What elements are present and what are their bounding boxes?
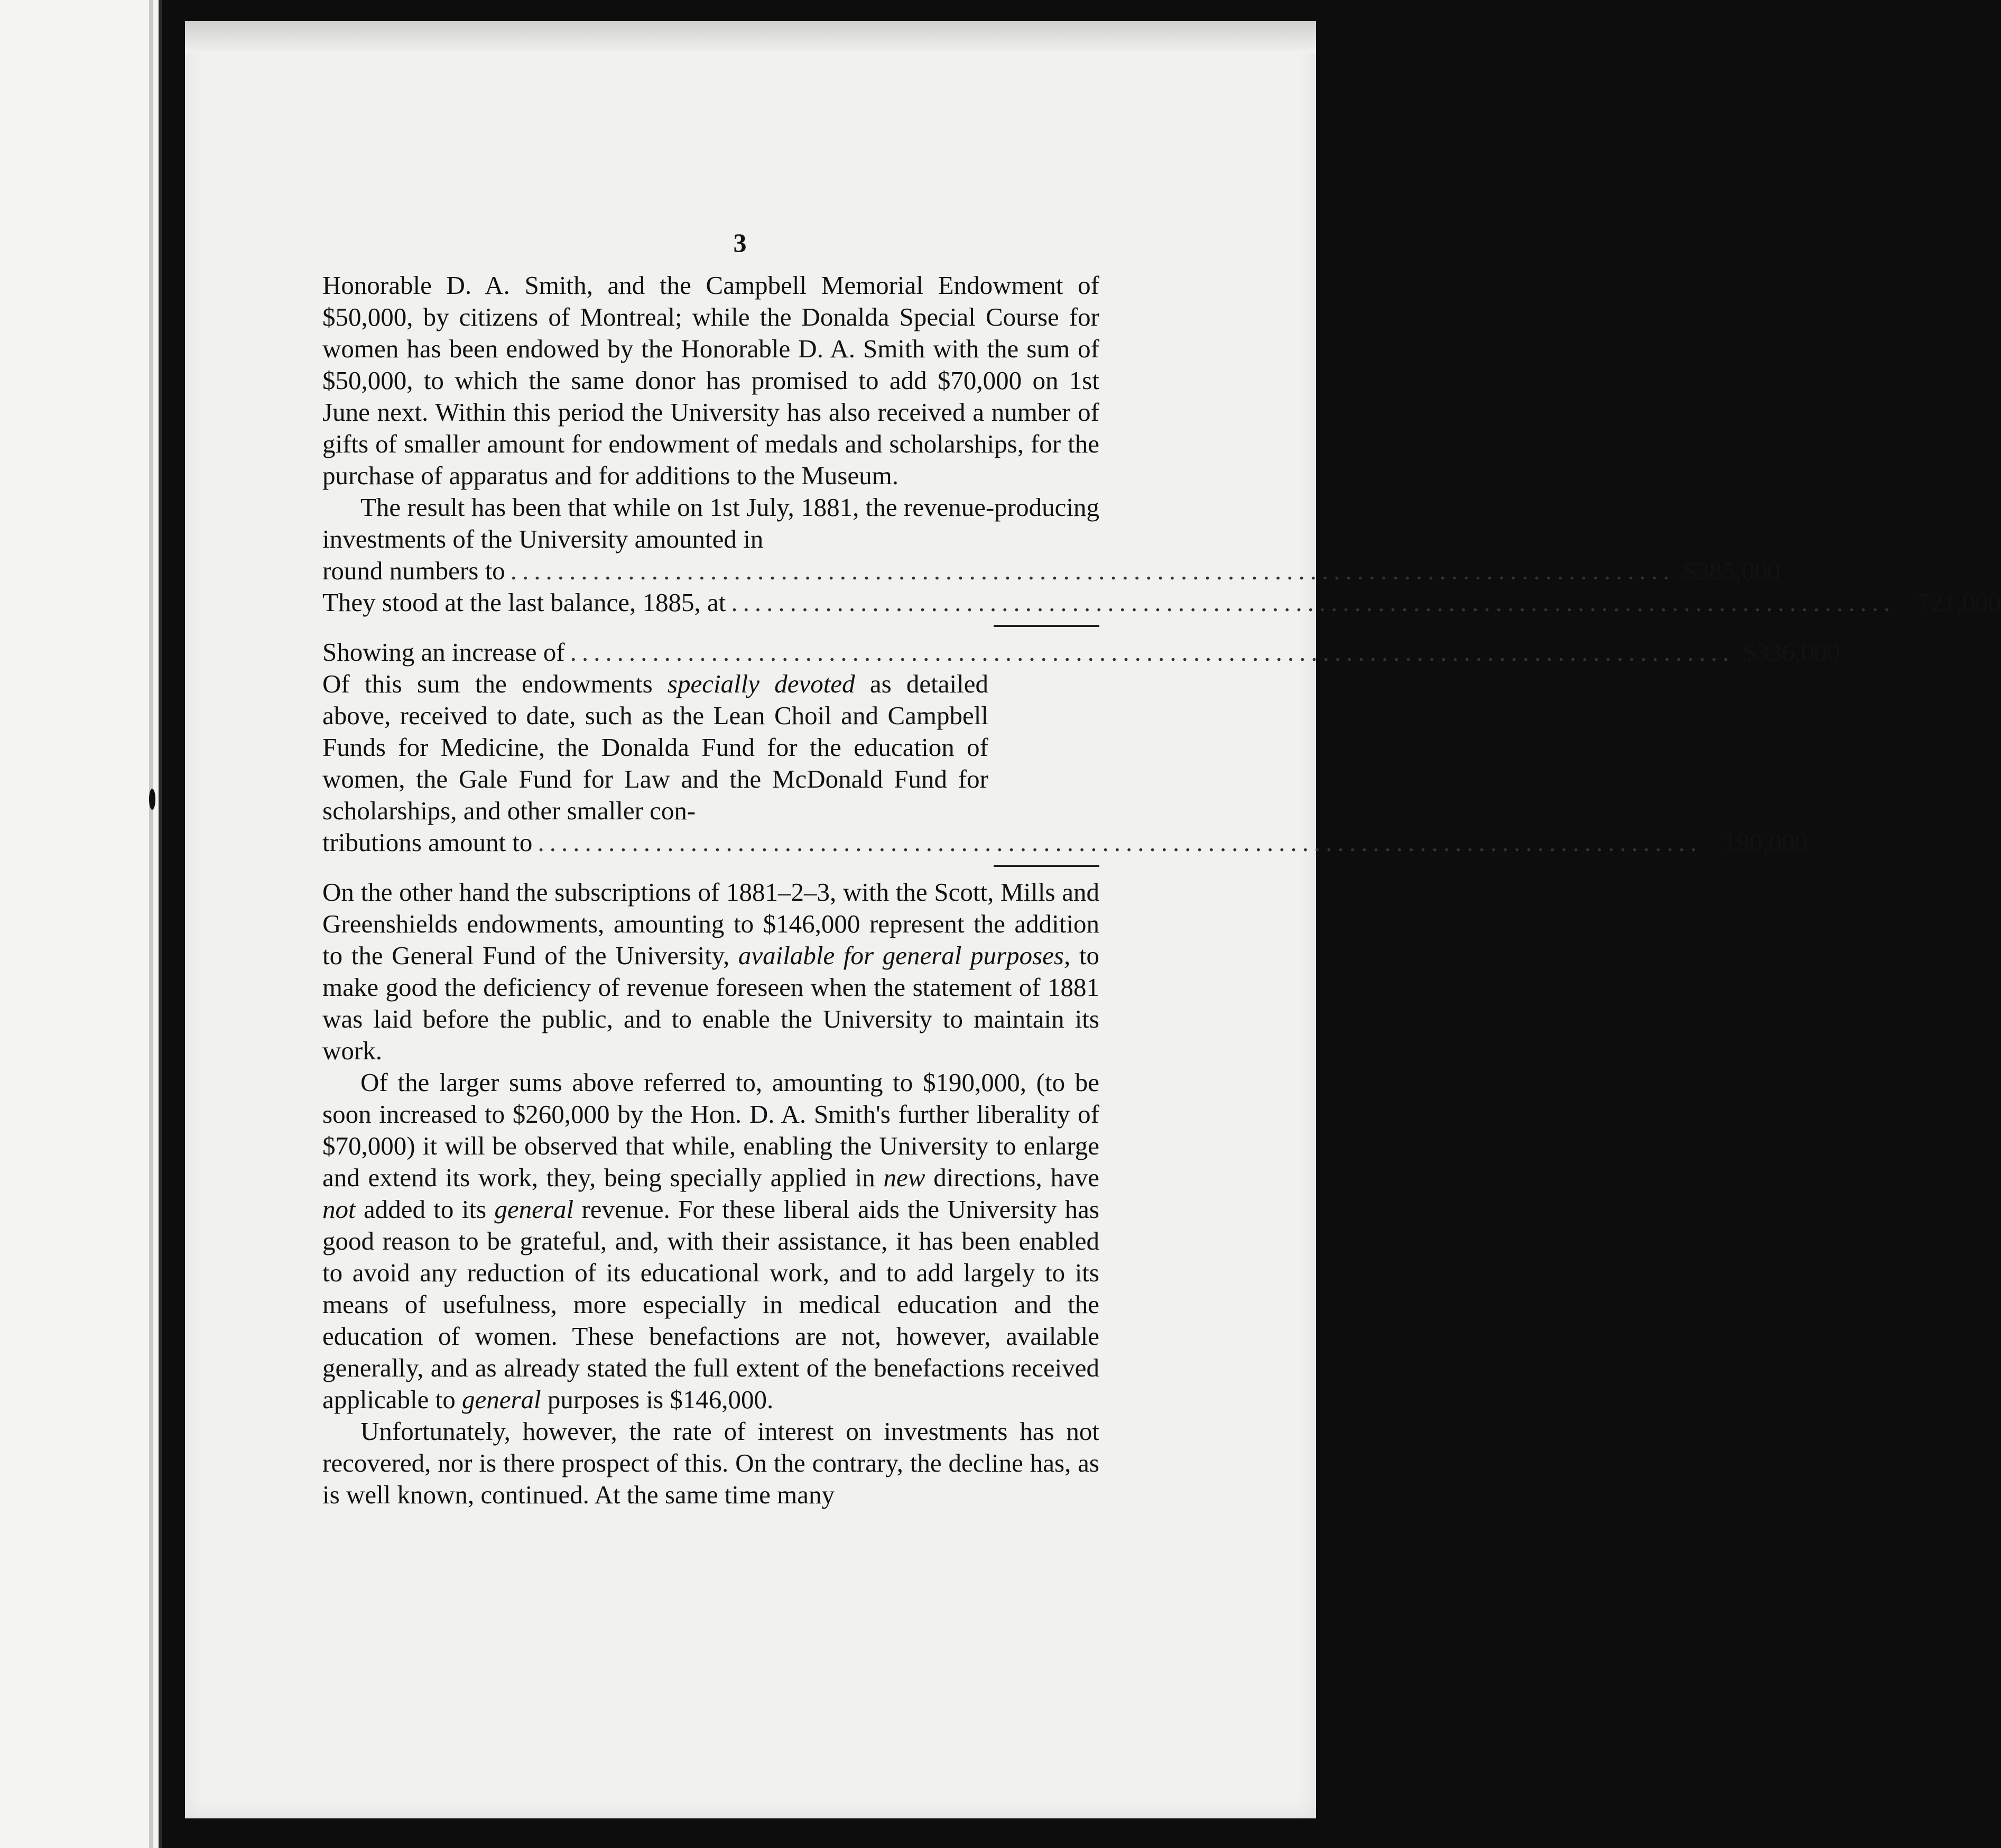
dot-leader: ................................................................................................... [570,637,1735,667]
ledger-label: round numbers to [322,556,505,585]
ledger-amount: $385,000 [1683,556,1781,585]
paragraph-interest: Unfortunately, however, the rate of interest on investments has not recovered, nor is there prospect of this. On the contrary, the decline has, as is well known, continued. At the same time many [322,1417,1099,1509]
paragraph-subscriptions [322,876,1099,1067]
sum-rule-row [322,618,1099,636]
ledger-row-1885 [322,587,2001,618]
text-run: to make good the deficiency of revenue foreseen when the statement of 1881 was laid before the public, and to enable the University to maintain its work. [322,941,1100,1065]
ledger-amount: $336,000 [1743,637,1840,667]
ledger-label: Showing an increase of [322,637,565,667]
ledger-label: They stood at the last balance, 1885, at [322,588,726,617]
ledger-amount: 190,000 [1723,828,1808,857]
italic-run: specially devoted [667,669,855,698]
ledger-row-contributions [322,827,1808,858]
ledger-row-increase [322,636,1840,668]
italic-run: general [494,1195,574,1224]
text-run: Of this sum the endowments [322,669,653,698]
italic-run: new [883,1163,925,1192]
body-text [322,270,2001,1511]
paragraph-result-intro: The result has been that while on 1st July, 1881, the revenue-producing investments of the University amounted in [322,493,1099,553]
page-fold [149,0,153,1848]
italic-run: not [322,1195,356,1224]
ledger-row-1881 [322,555,1781,587]
paragraph-larger-sums [322,1067,1099,1416]
text-run: added to its [363,1195,487,1224]
ledger-amount: 721,000 [1916,588,2001,617]
sum-rule [994,865,1099,867]
ledger-label: tributions amount to [322,828,533,857]
text-run: purposes is $146,000. [547,1385,774,1414]
scanned-page [185,21,2001,1818]
page-number: 3 [733,228,747,257]
paragraph-endowments: Honorable D. A. Smith, and the Campbell Memorial Endowment of $50,000, by citizens of Montreal; while the Donalda Special Course for women has been endowed by the Honorable D. A. Smith with the sum of $50,000, to which the same donor has promised to add $70,000 on 1st June next. Within this period the University has also received a number of gifts of smaller amount for endowment of medals and scholarships, for the purchase of apparatus and for additions to the Museum. [322,271,1099,490]
dot-leader: ................................................................................................... [731,588,1896,617]
italic-run: general [461,1385,541,1414]
text-run: Of the larger sums above referred to, amounting to $190,000, (to be soon increased to $260,000 by the Hon. D. A. Smith's further liberality of $70,000) it will be observed that while, enabling the University to enlarge and extend its work, they, being specially applied in [322,1068,1099,1192]
facing-page-edge [0,0,162,1848]
text-run: On the other hand the subscriptions of 1881–2–3, with the Scott, Mills and Greenshields endowments, amounting to $146,000 represent the addition to the General Fund of the University, [322,877,1099,970]
text-run: as detailed above, received to date, such as the Lean Choil and Campbell Funds for Medicine, the Donalda Fund for the education of women, the Gale Fund for Law and the McDonald Fund for scholarships, and other smaller con- [322,669,989,825]
italic-run: available for general purposes, [738,941,1071,970]
sum-rule-row [322,858,1099,876]
dot-leader: ................................................................................................... [510,556,1675,585]
text-run: directions, have [933,1163,1099,1192]
text-run: revenue. For these liberal aids the University has good reason to be grateful, and, with their assistance, it has been enabled to avoid any reduction of its educational work, and to add largely to its means of usefulness, more especially in medical education and the education of women. These benefactions are not, however, available generally, and as already stated the full extent of the benefactions received applicable to [322,1195,1099,1414]
margin-ink-mark [149,789,155,810]
paragraph-devoted [322,668,988,827]
book-gutter [162,0,185,1848]
sum-rule [994,625,1099,627]
dot-leader: ................................................................................................... [538,828,1702,857]
page-top-shadow [185,21,1316,53]
